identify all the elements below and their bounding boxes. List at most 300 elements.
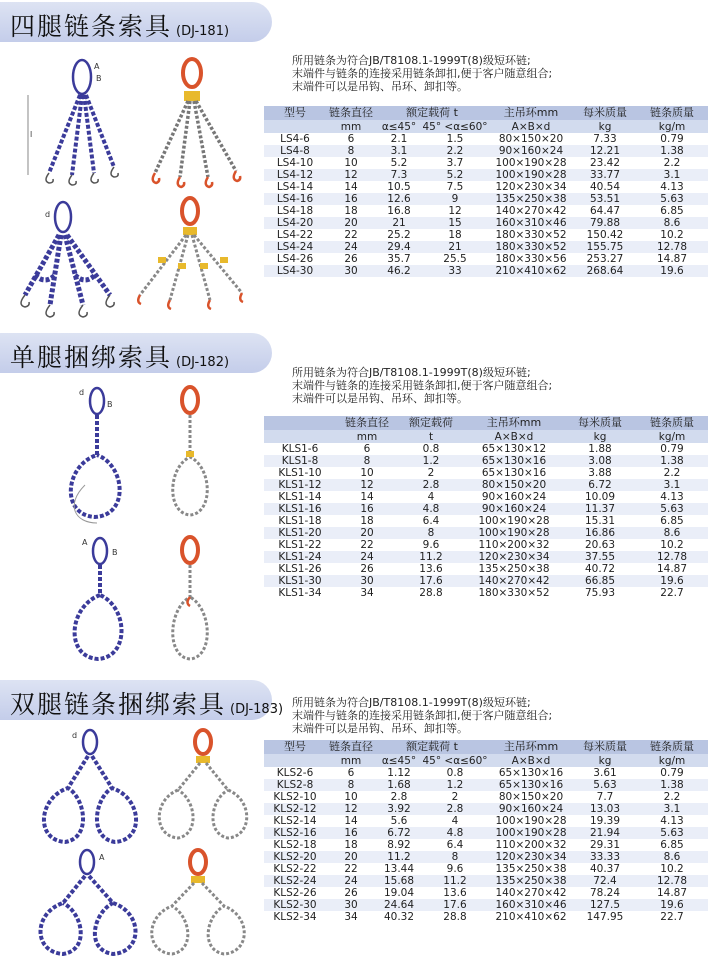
table-cell: 7.7 bbox=[596, 791, 614, 803]
table-cell: 23.42 bbox=[589, 157, 621, 169]
table-cell: KLS2-24 bbox=[264, 875, 326, 887]
table-cell: LS4-12 bbox=[264, 169, 326, 181]
table-cell: 22 bbox=[360, 539, 374, 551]
table-cell: 7.3 bbox=[376, 169, 422, 181]
table-cell: 9 bbox=[422, 193, 488, 205]
table-cell: 18 bbox=[360, 515, 374, 527]
table-cell: KLS2-14 bbox=[273, 815, 317, 827]
table-cell: KLS2-16 bbox=[264, 827, 326, 839]
table-cell: 18 bbox=[344, 839, 358, 851]
table-cell: 6.72 bbox=[376, 827, 422, 839]
table-cell: 2.2 bbox=[663, 157, 681, 169]
table-cell: 4.13 bbox=[660, 815, 684, 827]
section-description: 所用链条为符合JB/T8108.1-1999T(8)级短环链; 末端件与链条的连接采用链条卸扣,便于客户随意组合; 末端件可以是吊钩、吊环、卸扣等。 bbox=[292, 696, 553, 735]
table-cell: 160×310×46 bbox=[488, 217, 574, 229]
table-cell: KLS1-10 bbox=[278, 467, 322, 479]
single-leg-hook-diagram bbox=[60, 535, 140, 665]
double-leg-hook-photo bbox=[140, 848, 260, 958]
table-cell: KLS2-18 bbox=[273, 839, 317, 851]
table-cell: 180×330×52 bbox=[488, 241, 574, 253]
table-cell: 2 bbox=[451, 791, 459, 803]
table-cell: 14.87 bbox=[656, 563, 688, 575]
table-cell: 24 bbox=[326, 875, 376, 887]
table-cell: 210×410×62 bbox=[495, 911, 567, 923]
table-row bbox=[264, 527, 708, 539]
table-cell: LS4-10 bbox=[276, 157, 314, 169]
table-cell: 135×250×38 bbox=[488, 193, 574, 205]
table-row bbox=[264, 181, 708, 193]
svg-text:A: A bbox=[94, 62, 100, 71]
table-cell: KLS1-24 bbox=[264, 551, 336, 563]
table-cell: LS4-6 bbox=[280, 133, 310, 145]
table-cell: 11.2 bbox=[398, 551, 464, 563]
table-cell: KLS2-30 bbox=[264, 899, 326, 911]
table-cell: 6.4 bbox=[446, 839, 464, 851]
svg-text:d: d bbox=[79, 388, 85, 397]
table-cell: 13.6 bbox=[443, 887, 467, 899]
table-cell: 8 bbox=[336, 455, 398, 467]
table-cell: 65×130×12 bbox=[481, 443, 547, 455]
table-cell: 33.77 bbox=[574, 169, 636, 181]
table-cell: 19.04 bbox=[383, 887, 415, 899]
table-row bbox=[264, 193, 708, 205]
table-cell: 13.03 bbox=[574, 803, 636, 815]
table-cell: 2.2 bbox=[663, 791, 681, 803]
table-cell: 12.6 bbox=[376, 193, 422, 205]
table-cell: 13.44 bbox=[383, 863, 415, 875]
table-cell: 25.2 bbox=[387, 229, 411, 241]
table-cell: LS4-26 bbox=[276, 253, 314, 265]
table-cell: 10 bbox=[360, 467, 374, 479]
table-cell: 3.7 bbox=[446, 157, 464, 169]
table-cell: 135×250×38 bbox=[495, 863, 567, 875]
table-row bbox=[264, 551, 708, 563]
table-cell: 253.27 bbox=[586, 253, 624, 265]
table-cell: 24 bbox=[336, 551, 398, 563]
table-cell: 19.6 bbox=[636, 899, 708, 911]
table-cell: 9.6 bbox=[446, 863, 464, 875]
table-cell: 20.63 bbox=[584, 539, 616, 551]
single-leg-hook-photo bbox=[160, 535, 220, 665]
table-row bbox=[264, 479, 708, 491]
table-cell: 100×190×28 bbox=[495, 815, 567, 827]
four-leg-shortener-diagram bbox=[5, 195, 130, 325]
table-cell: 6.85 bbox=[660, 205, 684, 217]
section-description: 所用链条为符合JB/T8108.1-1999T(8)级短环链; 末端件与链条的连接采用链条卸扣,便于客户随意组合; 末端件可以是吊钩、吊环、卸扣等。 bbox=[292, 366, 553, 405]
table-row bbox=[264, 253, 708, 265]
table-cell: 1.38 bbox=[636, 455, 708, 467]
svg-text:B: B bbox=[107, 400, 113, 409]
table-cell: 3.1 bbox=[636, 479, 708, 491]
table-cell: 19.6 bbox=[636, 575, 708, 587]
table-cell: 72.4 bbox=[574, 875, 636, 887]
table-cell: 29.4 bbox=[376, 241, 422, 253]
table-cell: 4 bbox=[451, 815, 459, 827]
table-cell: LS4-14 bbox=[276, 181, 314, 193]
table-cell: 12 bbox=[448, 205, 462, 217]
table-cell: KLS1-6 bbox=[281, 443, 319, 455]
table-cell: 4.8 bbox=[398, 503, 464, 515]
table-cell: 22 bbox=[344, 863, 358, 875]
table-cell: 6 bbox=[363, 443, 371, 455]
table-cell: 90×160×24 bbox=[481, 491, 547, 503]
table-cell: 3.1 bbox=[636, 803, 708, 815]
table-cell: 22.7 bbox=[660, 911, 684, 923]
table-cell: 3.92 bbox=[376, 803, 422, 815]
table-cell: 110×200×32 bbox=[478, 539, 550, 551]
table-cell: 90×160×24 bbox=[464, 503, 564, 515]
table-cell: 180×330×52 bbox=[495, 229, 567, 241]
svg-text:d: d bbox=[45, 210, 51, 219]
table-row bbox=[264, 911, 708, 923]
table-cell: 17.6 bbox=[422, 899, 488, 911]
table-cell: KLS2-10 bbox=[273, 791, 317, 803]
table-cell: 15 bbox=[422, 217, 488, 229]
table-cell: 0.8 bbox=[422, 443, 440, 455]
table-cell: 100×190×28 bbox=[488, 827, 574, 839]
table-row bbox=[264, 443, 708, 455]
table-cell: 0.79 bbox=[660, 767, 684, 779]
table-cell: 90×160×24 bbox=[488, 803, 574, 815]
table-cell: 3.61 bbox=[593, 767, 617, 779]
table-cell: 1.38 bbox=[636, 145, 708, 157]
table-cell: 29.31 bbox=[589, 839, 621, 851]
spec-table-kls1: 链条直径 额定载荷 主吊环mm 每米质量 链条质量 mm t A×B×d kg kg/m KLS1-6 6 0.8 65×130×12 1.88 0.79 KLS1-8 8 1.2 65×130×16 3.08 1.38 KLS1-10 10 2 65×130×16 3.88 2.2 KLS1-12 12 2.8 80×150×20 6.72 3.1 KLS1-14 14 4 90×160×24 10.09 4.13 KLS1-16 16 4.8 90×160×24 11.37 5.63 KLS1-18 18 6.4 100×190×28 15.31 6.85 KLS1-20 20 8 100×190×28 16.86 8.6 KLS1-22 22 9.6 110×200×32 20.63 10.2 KLS1-24 24 11.2 120×230×34 37.55 12.78 KLS1-26 26 13.6 135×250×38 40.72 14.87 KLS1-30 30 17.6 140×270×42 66.85 19.6 KLS1-34 34 28.8 180×330×52 75.93 22.7 bbox=[264, 416, 708, 599]
table-row bbox=[264, 875, 708, 887]
table-cell: LS4-22 bbox=[276, 229, 314, 241]
double-leg-choke-photo bbox=[148, 728, 258, 843]
table-cell: KLS2-12 bbox=[264, 803, 326, 815]
table-row bbox=[264, 229, 708, 241]
table-row bbox=[264, 575, 708, 587]
table-cell: 37.55 bbox=[564, 551, 636, 563]
table-cell: 20 bbox=[326, 217, 376, 229]
table-cell: 18 bbox=[344, 205, 358, 217]
four-leg-shortener-photo bbox=[130, 195, 250, 310]
table-cell: 6.85 bbox=[660, 515, 684, 527]
table-row bbox=[264, 265, 708, 277]
spec-table-kls2: 型号 链条直径 额定载荷 t 主吊环mm 每米质量 链条质量 mm α≤45° 45° <α≤60° A×B×d kg kg/m KLS2-6 6 1.12 0.8 65×130×16 3.61 0.79 KLS2-8 8 1.68 1.2 65×130×16 5.63 1.38 KLS2-10 10 2.8 2 80×150×20 7.7 2.2 KLS2-12 12 3.92 2.8 90×160×24 13.03 3.1 KLS2-14 14 5.6 4 100×190×28 19.39 4.13 KLS2-16 16 6.72 4.8 100×190×28 21.94 5.63 KLS2-18 18 8.92 6.4 110×200×32 29.31 6.85 KLS2-20 20 11.2 8 120×230×34 33.33 8.6 KLS2-22 22 13.44 9.6 135×250×38 40.37 10.2 KLS2-24 24 15.68 11.2 135×250×38 72.4 12.78 KLS2-26 26 19.04 13.6 140×270×42 78.24 14.87 KLS2-30 30 24.64 17.6 160×310×46 127.5 19.6 KLS2-34 34 40.32 28.8 210×410×62 147.95 22.7 bbox=[264, 740, 708, 923]
table-cell: 65×130×16 bbox=[464, 455, 564, 467]
table-cell: 10.2 bbox=[660, 539, 684, 551]
table-cell: 12 bbox=[336, 479, 398, 491]
table-cell: 26 bbox=[344, 253, 358, 265]
table-cell: 20 bbox=[326, 851, 376, 863]
table-cell: KLS1-12 bbox=[264, 479, 336, 491]
table-cell: 10 bbox=[344, 791, 358, 803]
table-cell: 40.54 bbox=[589, 181, 621, 193]
table-cell: 5.63 bbox=[636, 827, 708, 839]
table-cell: 19.39 bbox=[589, 815, 621, 827]
table-cell: 80×150×20 bbox=[498, 791, 564, 803]
table-cell: 10.09 bbox=[584, 491, 616, 503]
table-row bbox=[264, 169, 708, 181]
table-cell: 1.5 bbox=[446, 133, 464, 145]
table-cell: KLS1-14 bbox=[278, 491, 322, 503]
table-row bbox=[264, 515, 708, 527]
table-cell: 5.63 bbox=[636, 503, 708, 515]
table-row bbox=[264, 217, 708, 229]
table-cell: 12.78 bbox=[636, 241, 708, 253]
table-cell: 180×330×52 bbox=[478, 587, 550, 599]
table-cell: 19.6 bbox=[636, 265, 708, 277]
table-cell: 6.72 bbox=[564, 479, 636, 491]
table-row bbox=[264, 563, 708, 575]
table-row bbox=[264, 839, 708, 851]
table-row bbox=[264, 539, 708, 551]
table-cell: 7.33 bbox=[593, 133, 617, 145]
table-cell: 25.5 bbox=[443, 253, 467, 265]
table-cell: 268.64 bbox=[574, 265, 636, 277]
table-cell: 10.2 bbox=[660, 863, 684, 875]
table-cell: LS4-20 bbox=[264, 217, 326, 229]
table-cell: 0.79 bbox=[660, 443, 684, 455]
table-row bbox=[264, 587, 708, 599]
table-cell: 8 bbox=[398, 527, 464, 539]
table-cell: 120×230×34 bbox=[488, 851, 574, 863]
table-cell: KLS2-20 bbox=[264, 851, 326, 863]
table-cell: 28.8 bbox=[419, 587, 443, 599]
table-cell: 3.1 bbox=[636, 169, 708, 181]
table-cell: 33 bbox=[422, 265, 488, 277]
table-cell: 2.8 bbox=[398, 479, 464, 491]
table-cell: 16 bbox=[336, 503, 398, 515]
table-cell: 21 bbox=[422, 241, 488, 253]
table-cell: LS4-8 bbox=[264, 145, 326, 157]
table-cell: 10.2 bbox=[660, 229, 684, 241]
svg-text:d: d bbox=[72, 731, 78, 740]
section-description: 所用链条为符合JB/T8108.1-1999T(8)级短环链; 末端件与链条的连接采用链条卸扣,便于客户随意组合; 末端件可以是吊钩、吊环、卸扣等。 bbox=[292, 54, 553, 93]
table-row bbox=[264, 863, 708, 875]
table-cell: KLS1-26 bbox=[278, 563, 322, 575]
table-cell: 100×190×28 bbox=[488, 169, 574, 181]
table-row bbox=[264, 779, 708, 791]
table-row bbox=[264, 887, 708, 899]
table-cell: 8 bbox=[326, 145, 376, 157]
table-row bbox=[264, 815, 708, 827]
table-cell: 100×190×28 bbox=[495, 157, 567, 169]
table-cell: 6.4 bbox=[422, 515, 440, 527]
table-row bbox=[264, 467, 708, 479]
table-cell: 147.95 bbox=[586, 911, 624, 923]
table-cell: KLS1-18 bbox=[278, 515, 322, 527]
table-cell: 18 bbox=[448, 229, 462, 241]
table-cell: 8.6 bbox=[636, 527, 708, 539]
table-cell: 5.2 bbox=[422, 169, 488, 181]
table-cell: KLS1-16 bbox=[264, 503, 336, 515]
table-cell: 10 bbox=[344, 157, 358, 169]
table-cell: 2.8 bbox=[390, 791, 408, 803]
table-cell: 17.6 bbox=[398, 575, 464, 587]
table-cell: 26 bbox=[344, 887, 358, 899]
table-cell: 2 bbox=[427, 467, 435, 479]
four-leg-chain-photo bbox=[140, 55, 250, 190]
table-cell: 12.78 bbox=[636, 551, 708, 563]
table-cell: 2.1 bbox=[390, 133, 408, 145]
table-cell: 4 bbox=[427, 491, 435, 503]
svg-text:A: A bbox=[82, 538, 88, 547]
table-cell: 10.5 bbox=[387, 181, 411, 193]
table-cell: 8.92 bbox=[387, 839, 411, 851]
four-leg-line-diagram bbox=[14, 55, 134, 190]
spec-table-ls4: 型号 链条直径 额定载荷 t 主吊环mm 每米质量 链条质量 mm α≤45° 45° <α≤60° A×B×d kg kg/m LS4-6 6 2.1 1.5 80×150×20 7.33 0.79 LS4-8 8 3.1 2.2 90×160×24 12.21 1.38 LS4-10 10 5.2 3.7 100×190×28 23.42 2.2 LS4-12 12 7.3 5.2 100×190×28 33.77 3.1 LS4-14 14 10.5 7.5 120×230×34 40.54 4.13 LS4-16 16 12.6 9 135×250×38 53.51 5.63 LS4-18 18 16.8 12 140×270×42 64.47 6.85 LS4-20 20 21 15 160×310×46 79.88 8.6 LS4-22 22 25.2 18 180×330×52 150.42 10.2 LS4-24 24 29.4 21 180×330×52 155.75 12.78 LS4-26 26 35.7 25.5 180×330×56 253.27 14.87 LS4-30 30 46.2 33 210×410×62 268.64 19.6 bbox=[264, 106, 708, 277]
table-cell: 1.12 bbox=[387, 767, 411, 779]
table-cell: 14 bbox=[344, 181, 358, 193]
table-cell: KLS1-34 bbox=[278, 587, 322, 599]
table-cell: 66.85 bbox=[564, 575, 636, 587]
svg-text:l: l bbox=[30, 130, 33, 139]
table-cell: 53.51 bbox=[574, 193, 636, 205]
table-cell: 2.8 bbox=[422, 803, 488, 815]
table-cell: KLS2-26 bbox=[273, 887, 317, 899]
section-title: 单腿捆绑索具 (DJ-182) bbox=[10, 343, 230, 372]
table-cell: 11.2 bbox=[376, 851, 422, 863]
table-cell: 8.6 bbox=[636, 851, 708, 863]
table-cell: 6.85 bbox=[660, 839, 684, 851]
table-cell: 30 bbox=[326, 899, 376, 911]
single-leg-choke-photo bbox=[160, 385, 220, 520]
table-cell: 90×160×24 bbox=[488, 145, 574, 157]
table-cell: 1.2 bbox=[398, 455, 464, 467]
table-row bbox=[264, 455, 708, 467]
table-cell: 2.2 bbox=[422, 145, 488, 157]
table-cell: 1.2 bbox=[422, 779, 488, 791]
table-cell: 6 bbox=[347, 133, 355, 145]
table-cell: 14 bbox=[344, 815, 358, 827]
table-cell: 110×200×32 bbox=[495, 839, 567, 851]
table-cell: 79.88 bbox=[574, 217, 636, 229]
table-cell: KLS1-20 bbox=[264, 527, 336, 539]
table-cell: 8.6 bbox=[636, 217, 708, 229]
single-leg-choke-diagram bbox=[55, 385, 140, 525]
table-cell: 20 bbox=[336, 527, 398, 539]
table-row bbox=[264, 205, 708, 217]
table-cell: 65×130×16 bbox=[488, 779, 574, 791]
table-cell: 33.33 bbox=[574, 851, 636, 863]
table-cell: 5.2 bbox=[390, 157, 408, 169]
table-cell: 140×270×42 bbox=[495, 205, 567, 217]
table-row bbox=[264, 145, 708, 157]
table-cell: 9.6 bbox=[422, 539, 440, 551]
table-cell: KLS1-8 bbox=[264, 455, 336, 467]
table-cell: 4.8 bbox=[422, 827, 488, 839]
table-cell: 15.68 bbox=[376, 875, 422, 887]
table-cell: 4.13 bbox=[660, 491, 684, 503]
table-cell: 1.88 bbox=[588, 443, 612, 455]
table-cell: 24 bbox=[326, 241, 376, 253]
table-cell: 64.47 bbox=[589, 205, 621, 217]
table-cell: 127.5 bbox=[574, 899, 636, 911]
table-cell: 0.8 bbox=[446, 767, 464, 779]
table-cell: 22 bbox=[344, 229, 358, 241]
double-leg-hook-diagram bbox=[25, 848, 150, 958]
table-cell: 160×310×46 bbox=[488, 899, 574, 911]
table-cell: 8 bbox=[326, 779, 376, 791]
table-cell: 14.87 bbox=[656, 253, 688, 265]
table-cell: 3.1 bbox=[376, 145, 422, 157]
table-cell: 26 bbox=[360, 563, 374, 575]
table-cell: 15.31 bbox=[584, 515, 616, 527]
double-leg-choke-diagram bbox=[30, 728, 150, 848]
table-cell: 40.72 bbox=[584, 563, 616, 575]
table-row bbox=[264, 899, 708, 911]
table-cell: 5.6 bbox=[390, 815, 408, 827]
table-cell: 12 bbox=[326, 803, 376, 815]
svg-text:B: B bbox=[112, 548, 118, 557]
table-cell: 11.37 bbox=[564, 503, 636, 515]
table-cell: LS4-18 bbox=[276, 205, 314, 217]
table-cell: 12.21 bbox=[574, 145, 636, 157]
table-cell: LS4-30 bbox=[264, 265, 326, 277]
table-cell: 155.75 bbox=[574, 241, 636, 253]
table-cell: 80×150×20 bbox=[464, 479, 564, 491]
table-cell: 40.37 bbox=[589, 863, 621, 875]
table-cell: 5.63 bbox=[636, 193, 708, 205]
table-cell: 16.86 bbox=[564, 527, 636, 539]
table-cell: 120×230×34 bbox=[495, 181, 567, 193]
table-cell: 210×410×62 bbox=[488, 265, 574, 277]
table-cell: 135×250×38 bbox=[488, 875, 574, 887]
table-cell: 11.2 bbox=[422, 875, 488, 887]
table-cell: 22.7 bbox=[660, 587, 684, 599]
section-title: 四腿链条索具 (DJ-181) bbox=[10, 12, 230, 41]
table-row bbox=[264, 851, 708, 863]
table-cell: 34 bbox=[360, 587, 374, 599]
table-cell: 1.38 bbox=[636, 779, 708, 791]
table-row bbox=[264, 133, 708, 145]
table-cell: 16 bbox=[326, 827, 376, 839]
table-cell: KLS2-8 bbox=[264, 779, 326, 791]
table-cell: 21.94 bbox=[574, 827, 636, 839]
table-cell: 1.68 bbox=[376, 779, 422, 791]
table-cell: 80×150×20 bbox=[498, 133, 564, 145]
table-row bbox=[264, 827, 708, 839]
table-row bbox=[264, 767, 708, 779]
table-cell: KLS2-34 bbox=[273, 911, 317, 923]
table-cell: 35.7 bbox=[387, 253, 411, 265]
table-cell: 12.78 bbox=[636, 875, 708, 887]
table-cell: 2.2 bbox=[663, 467, 681, 479]
table-cell: 150.42 bbox=[586, 229, 624, 241]
table-cell: KLS2-6 bbox=[276, 767, 314, 779]
table-cell: 8 bbox=[422, 851, 488, 863]
table-cell: 40.32 bbox=[383, 911, 415, 923]
table-cell: 3.88 bbox=[588, 467, 612, 479]
table-cell: 135×250×38 bbox=[478, 563, 550, 575]
table-row bbox=[264, 157, 708, 169]
table-cell: 13.6 bbox=[419, 563, 443, 575]
table-cell: 28.8 bbox=[443, 911, 467, 923]
table-row bbox=[264, 241, 708, 253]
table-cell: LS4-16 bbox=[264, 193, 326, 205]
table-cell: 16.8 bbox=[387, 205, 411, 217]
table-cell: 100×190×28 bbox=[478, 515, 550, 527]
table-cell: 4.13 bbox=[660, 181, 684, 193]
table-cell: 0.79 bbox=[660, 133, 684, 145]
table-cell: 46.2 bbox=[376, 265, 422, 277]
table-row bbox=[264, 791, 708, 803]
table-cell: 34 bbox=[344, 911, 358, 923]
table-cell: 75.93 bbox=[584, 587, 616, 599]
table-cell: 12 bbox=[326, 169, 376, 181]
table-cell: 6 bbox=[347, 767, 355, 779]
table-cell: 30 bbox=[326, 265, 376, 277]
table-cell: 24.64 bbox=[376, 899, 422, 911]
table-cell: 3.08 bbox=[564, 455, 636, 467]
table-row bbox=[264, 503, 708, 515]
table-cell: 14.87 bbox=[656, 887, 688, 899]
table-cell: 30 bbox=[336, 575, 398, 587]
